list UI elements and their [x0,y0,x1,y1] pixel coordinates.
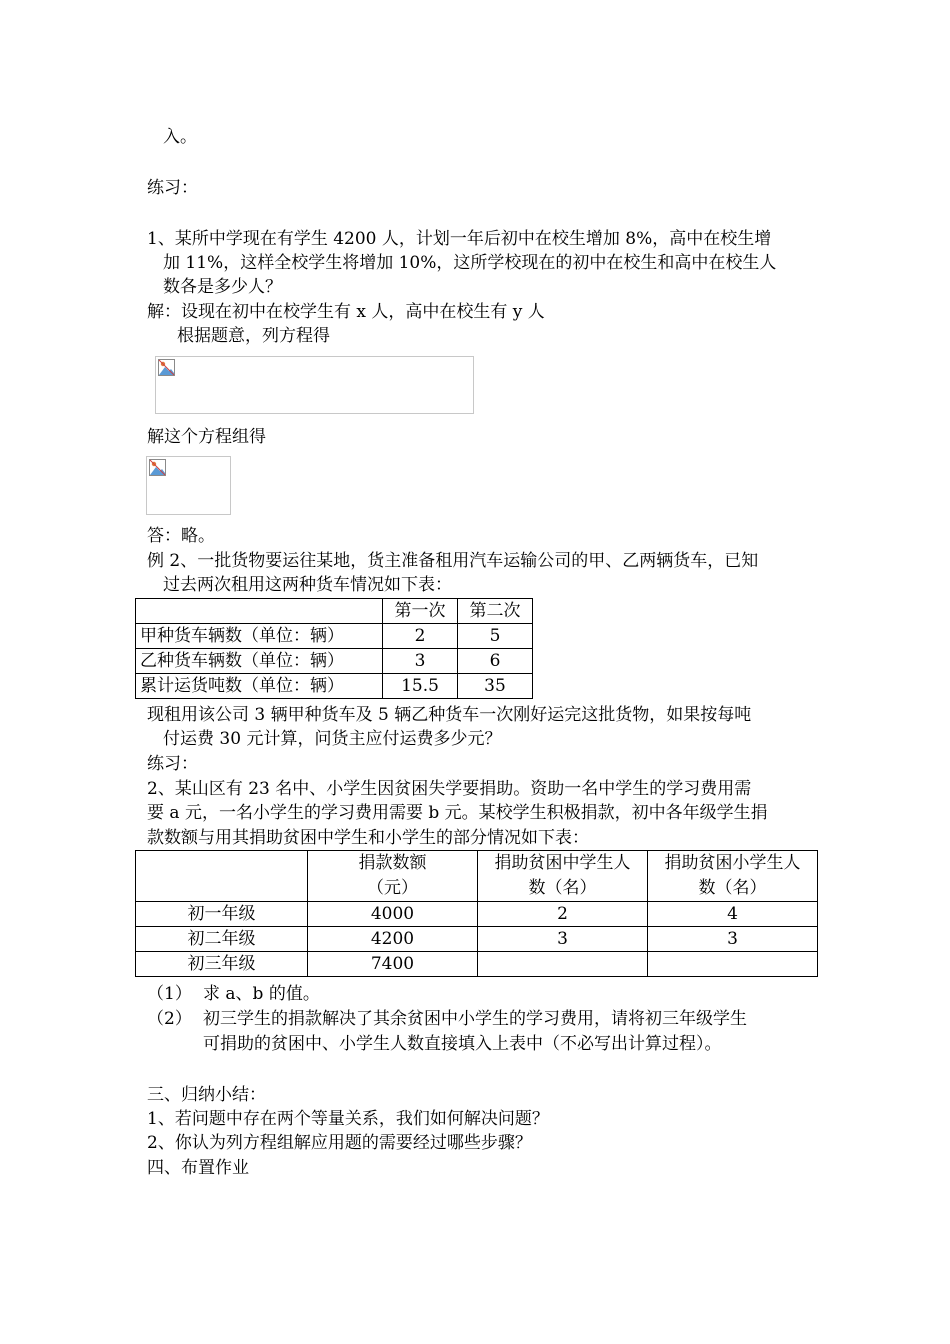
table-cell: 7400 [308,952,478,977]
broken-image-icon [149,459,166,476]
table-cell: 3 [383,649,458,674]
example-2-line-1: 例 2、一批货物要运往某地，货主准备租用汽车运输公司的甲、乙两辆货车，已知 [147,551,759,571]
table-header-text: 捐款数额 [358,853,427,873]
table-cell: 4200 [308,927,478,952]
donation-table [135,850,818,977]
solve-intro: 解这个方程组得 [147,427,266,447]
sub-question-2-text-line-2: 可捐助的贫困中、小学生人数直接填入上表中（不必写出计算过程）。 [203,1034,722,1054]
table-row [136,624,533,649]
summary-item-2: 2、你认为列方程组解应用题的需要经过哪些步骤？ [147,1133,532,1153]
question-1-line-1: 1、某所中学现在有学生 4200 人，计划一年后初中在校生增加 8%，高中在校生增 [147,229,772,249]
continued-text: 入。 [163,127,197,147]
table-cell: 15.5 [383,674,458,699]
table-cell: 3 [648,927,818,952]
question-2-line-1: 2、某山区有 23 名中、小学生因贫困失学要捐助。资助一名中学生的学习费用需 [147,779,752,799]
table-cell: 5 [458,624,533,649]
table-cell: 2 [383,624,458,649]
table-cell: 乙种货车辆数（单位：辆） [136,649,383,674]
table-header-text: 捐助贫困中学生人 [494,853,631,873]
table-header-text: 数（名） [528,878,597,898]
table-cell: 35 [458,674,533,699]
example-2-after-line-2: 付运费 30 元计算，问货主应付运费多少元？ [163,729,502,749]
table-cell: 2 [478,902,648,927]
sub-question-1-text: 求 a、b 的值。 [203,984,320,1004]
table-header-cell [136,851,308,902]
table-row [136,674,533,699]
solution-setup: 解：设现在初中在校学生有 x 人，高中在校生有 y 人 [147,302,545,322]
answer-text: 答：略。 [147,526,215,546]
truck-rental-table [135,598,533,699]
practice-heading-1: 练习： [147,178,198,198]
question-1-line-3: 数各是多少人？ [163,277,282,297]
table-header-row [136,599,533,624]
summary-heading: 三、归纳小结： [147,1085,266,1105]
solution-image-placeholder [146,456,231,515]
sub-question-2-number: （2） [147,1009,192,1029]
table-cell: 甲种货车辆数（单位：辆） [136,624,383,649]
sub-question-1-number: （1） [147,984,192,1004]
table-header-cell: 第二次 [458,599,533,624]
table-cell: 4 [648,902,818,927]
summary-item-1: 1、若问题中存在两个等量关系，我们如何解决问题？ [147,1109,549,1129]
example-2-after-line-1: 现租用该公司 3 辆甲种货车及 5 辆乙种货车一次刚好运完这批货物，如果按每吨 [147,705,752,725]
table-cell: 初三年级 [136,952,308,977]
table-header-text: （元） [367,878,418,898]
sub-question-2-text-line-1: 初三学生的捐款解决了其余贫困中小学生的学习费用，请将初三年级学生 [203,1009,747,1029]
practice-heading-2: 练习： [147,754,198,774]
table-header-text: 捐助贫困小学生人 [664,853,801,873]
question-2-line-2: 要 a 元，一名小学生的学习费用需要 b 元。某校学生积极捐款，初中各年级学生捐 [147,803,768,823]
table-cell [478,952,648,977]
table-cell: 初二年级 [136,927,308,952]
table-row [136,902,818,927]
table-header-cell [648,851,818,902]
equation-intro: 根据题意，列方程得 [177,326,330,346]
example-2-line-2: 过去两次租用这两种货车情况如下表： [163,575,452,595]
question-2-line-3: 款数额与用其捐助贫困中学生和小学生的部分情况如下表： [147,828,589,848]
table-row [136,649,533,674]
question-1-line-2: 加 11%，这样全校学生将增加 10%，这所学校现在的初中在校生和高中在校生人 [163,253,777,273]
broken-image-icon [158,359,175,376]
table-cell: 3 [478,927,648,952]
table-header-cell [308,851,478,902]
table-header-cell [478,851,648,902]
homework-heading: 四、布置作业 [147,1158,249,1178]
table-header-cell [136,599,383,624]
table-cell: 累计运货吨数（单位：辆） [136,674,383,699]
table-cell: 4000 [308,902,478,927]
table-header-row [136,851,818,902]
table-header-cell: 第一次 [383,599,458,624]
table-cell: 6 [458,649,533,674]
table-cell [648,952,818,977]
table-row [136,952,818,977]
equation-image-placeholder [155,356,474,414]
table-row [136,927,818,952]
table-cell: 初一年级 [136,902,308,927]
table-header-text: 数（名） [698,878,767,898]
